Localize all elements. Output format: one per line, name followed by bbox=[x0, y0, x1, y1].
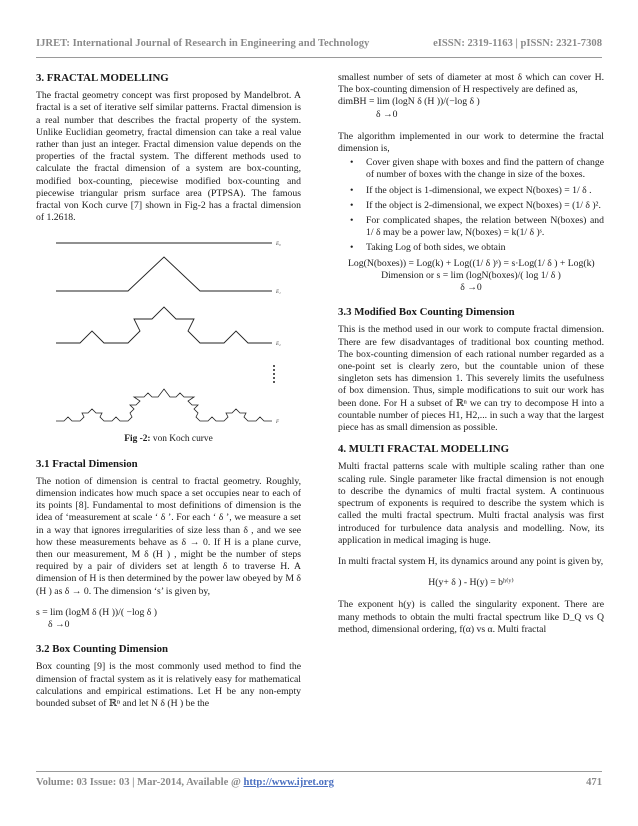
dimension-result-limit: δ →0 bbox=[460, 282, 482, 294]
section-3-1-paragraph: The notion of dimension is central to fractal geometry. Roughly, dimension indicates how much space a set occupies near to each of its points [8]. Fundamental to most definitions of dimension is the idea of ‘measurement at scale ‘ δ ’. For each ‘ δ ’, we measure a set in a way that ignores irregularities of size less than δ , and we see how these measurements behave as δ → 0. If H is a plane curve, then our measurement, M δ (H ) , might be the number of steps required by a pair of dividers set at length δ to traverse H. A dimension of H is then determined by the power law obeyed by M δ (H ) as δ → 0. The dimension ‘s’ is given by, bbox=[36, 475, 301, 597]
issn-info: eISSN: 2319-1163 | pISSN: 2321-7308 bbox=[433, 38, 602, 49]
koch-iteration-2 bbox=[56, 307, 272, 343]
section-3-1-heading: 3.1 Fractal Dimension bbox=[36, 457, 138, 470]
page-number: 471 bbox=[586, 777, 602, 788]
section-4-paragraph-3: The exponent h(y) is called the singularity exponent. There are many methods to obtain the multi fractal spectrum like D_Q vs Q method, dimensional ordering, f(α) vs α. Multi fractal bbox=[338, 599, 604, 635]
journal-title: IJRET: International Journal of Research in Engineering and Technology bbox=[36, 38, 370, 49]
header-rule bbox=[36, 57, 602, 58]
volume-info bbox=[36, 777, 334, 788]
label-e0: E₀ bbox=[276, 242, 281, 248]
algorithm-intro: The algorithm implemented in our work to determine the fractal dimension is, bbox=[338, 130, 604, 155]
section-3-paragraph: The fractal geometry concept was first proposed by Mandelbrot. A fractal is a set of iterative self similar patterns. Fractal dimension is a real number that describes the fractal property of the system. Unlike Euclidian geometry, fractal dimension can take a real value rather than just an integer. Fractal dimension value depends on the properties of the fractal system. The different methods used to calculate the fractal dimension of a system are box-counting, modified box-counting, piecewise modified box-counting and piecewise triangular prism surface area (PTPSA). The famous fractal von Koch curve [7] shown in Fig-2 has a fractal dimension of 1.2618. bbox=[36, 90, 301, 224]
algorithm-step: • If the object is 2-dimensional, we expect N(boxes) = (1/ δ )². bbox=[338, 200, 604, 212]
figure-caption-text: von Koch curve bbox=[150, 434, 213, 445]
koch-curve-figure bbox=[36, 233, 301, 429]
algorithm-step: • For complicated shapes, the relation between N(boxes) and 1/ δ may be a power law, N(boxes) = k(1/ δ )ˢ. bbox=[338, 215, 604, 239]
dimension-equation: s = lim (logM δ (H ))/( −log δ ) bbox=[36, 606, 157, 618]
figure-caption-label: Fig -2: bbox=[124, 434, 151, 445]
right-column bbox=[338, 72, 604, 645]
label-f: F bbox=[276, 420, 280, 426]
algorithm-step: • Taking Log of both sides, we obtain bbox=[338, 242, 604, 254]
journal-link[interactable]: http://www.ijret.org bbox=[243, 777, 334, 788]
koch-curve-svg bbox=[36, 233, 301, 429]
ellipsis-dots bbox=[273, 365, 275, 383]
algorithm-step: • If the object is 1-dimensional, we expect N(boxes) = 1/ δ . bbox=[338, 185, 604, 197]
box-count-equation-limit: δ →0 bbox=[376, 108, 398, 120]
section-3-heading: 3. FRACTAL MODELLING bbox=[36, 72, 169, 84]
label-e1: E₁ bbox=[276, 290, 281, 296]
figure-caption bbox=[36, 433, 301, 445]
left-column bbox=[36, 72, 301, 719]
box-count-intro: smallest number of sets of diameter at most δ which can cover H. The box-counting dimension of H respectively are defined as, bbox=[338, 72, 604, 96]
footer-rule bbox=[36, 771, 602, 772]
section-4-heading: 4. MULTI FRACTAL MODELLING bbox=[338, 443, 509, 456]
section-3-2-heading: 3.2 Box Counting Dimension bbox=[36, 643, 168, 656]
section-3-2-paragraph: Box counting [9] is the most commonly used method to find the dimension of fractal system as it is relatively easy for mathematical calculations and empirical estimations. Let H be any non-empty bounded subset of ℝⁿ and let N δ (H ) be the bbox=[36, 661, 301, 710]
algorithm-steps bbox=[338, 157, 604, 254]
section-4-paragraph-2: In multi fractal system H, its dynamics around any point is given by, bbox=[338, 555, 604, 567]
section-3-3-heading: 3.3 Modified Box Counting Dimension bbox=[338, 306, 515, 319]
algorithm-step: • Cover given shape with boxes and find the pattern of change of number of boxes with the change in size of the boxes. bbox=[338, 157, 604, 181]
koch-iteration-1 bbox=[56, 257, 272, 291]
volume-text: Volume: 03 Issue: 03 | Mar-2014, Available @ bbox=[36, 777, 244, 788]
log-equation: Log(N(boxes)) = Log(k) + Log((1/ δ )ˢ) = s·Log(1/ δ ) + Log(k) bbox=[348, 257, 595, 269]
multifractal-equation: H(y+ δ ) - H(y) = bʰ⁽ʸ⁾ bbox=[428, 577, 514, 589]
label-e2: E₂ bbox=[276, 342, 281, 348]
section-3-3-paragraph: This is the method used in our work to compute fractal dimension. There are few disadvantages of traditional box counting method. The box-counting dimension of each rational number regarded as a one-point set is clearly zero, but the countable union of these singleton sets has dimension 1. This severely limits the usefulness of box dimension. Thus, simple modifications to suit our work has been done. For H a subset of ℝⁿ we can try to decompose H into a countable number of pieces H1, H2,... in such a way that the largest piece has as small dimension as possible. bbox=[338, 324, 604, 434]
koch-iteration-limit bbox=[56, 389, 272, 421]
section-4-paragraph-1: Multi fractal patterns scale with multiple scaling rather than one scaling rule. Single parameter like fractal dimension is not enough to describe the dynamics of multi fractal system. A continuous spectrum of exponents is required to describe the system which is called the multi fractal spectrum. Multi fractal analysis was first introduced for turbulence data analysis and modelling. Now, its application in medical imaging is huge. bbox=[338, 461, 604, 546]
dimension-equation-limit: δ →0 bbox=[48, 619, 70, 631]
dimension-result-equation: Dimension or s = lim (logN(boxes)/( log 1/ δ ) bbox=[381, 269, 561, 281]
box-count-equation: dimBH = lim (logN δ (H ))/(−log δ ) bbox=[338, 96, 480, 108]
